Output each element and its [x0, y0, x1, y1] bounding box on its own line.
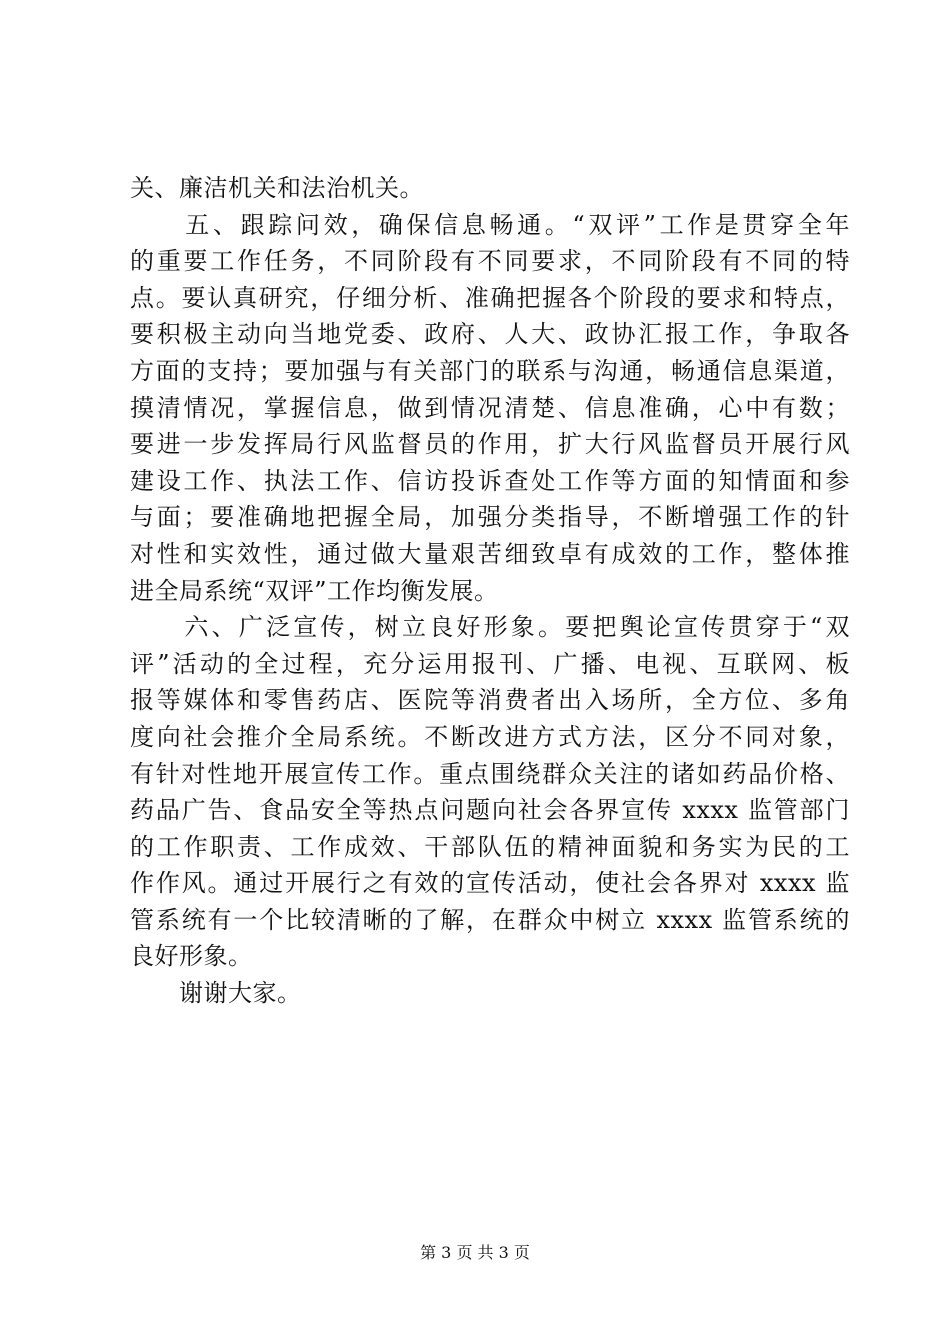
text-line: 与面；要准确地把握全局，加强分类指导，不断增强工作的针: [130, 503, 850, 532]
text-line: 谢谢大家。: [130, 979, 302, 1008]
text-line: 评”活动的全过程，充分运用报刊、广播、电视、互联网、板: [130, 649, 850, 678]
text-line: 关、廉洁机关和法治机关。: [130, 174, 424, 202]
text-line: 的工作职责、工作成效、干部队伍的精神面貌和务实为民的工: [130, 832, 850, 861]
text-line: 方面的支持；要加强与有关部门的联系与沟通，畅通信息渠道，: [130, 356, 850, 385]
text-line: 进全局系统“双评”工作均衡发展。: [130, 576, 499, 605]
text-line: 对性和实效性，通过做大量艰苦细致卓有成效的工作，整体推: [130, 539, 850, 568]
text-line: 有针对性地开展宣传工作。重点围绕群众关注的诸如药品价格、: [130, 759, 850, 788]
document-body: [130, 170, 850, 1012]
text-line: 点。要认真研究，仔细分析、准确把握各个阶段的要求和特点，: [130, 283, 850, 312]
text-line: 良好形象。: [130, 942, 253, 971]
text-line: 的重要工作任务，不同阶段有不同要求，不同阶段有不同的特: [130, 247, 850, 276]
text-line: 报等媒体和零售药店、医院等消费者出入场所，全方位、多角: [130, 686, 850, 715]
text-line: 度向社会推介全局系统。不断改进方式方法，区分不同对象，: [130, 722, 850, 751]
text-line: 摸清情况，掌握信息，做到情况清楚、信息准确，心中有数；: [130, 393, 850, 422]
text-line: 要进一步发挥局行风监督员的作用，扩大行风监督员开展行风: [130, 430, 850, 459]
text-line: 建设工作、执法工作、信访投诉查处工作等方面的知情面和参: [130, 466, 850, 495]
text-line: 作作风。通过开展行之有效的宣传活动，使社会各界对 xxxx 监: [130, 869, 850, 898]
text-line: 药品广告、食品安全等热点问题向社会各界宣传 xxxx 监管部门: [130, 796, 850, 825]
text-line: 要积极主动向当地党委、政府、人大、政协汇报工作，争取各: [130, 320, 850, 349]
text-line: 六、广泛宣传，树立良好形象。要把舆论宣传贯穿于“双: [130, 613, 850, 642]
text-line: 管系统有一个比较清晰的了解，在群众中树立 xxxx 监管系统的: [130, 905, 850, 934]
text-line: 五、跟踪问效，确保信息畅通。“双评”工作是贯穿全年: [130, 210, 850, 239]
page-footer: 第 3 页 共 3 页: [420, 1243, 530, 1262]
